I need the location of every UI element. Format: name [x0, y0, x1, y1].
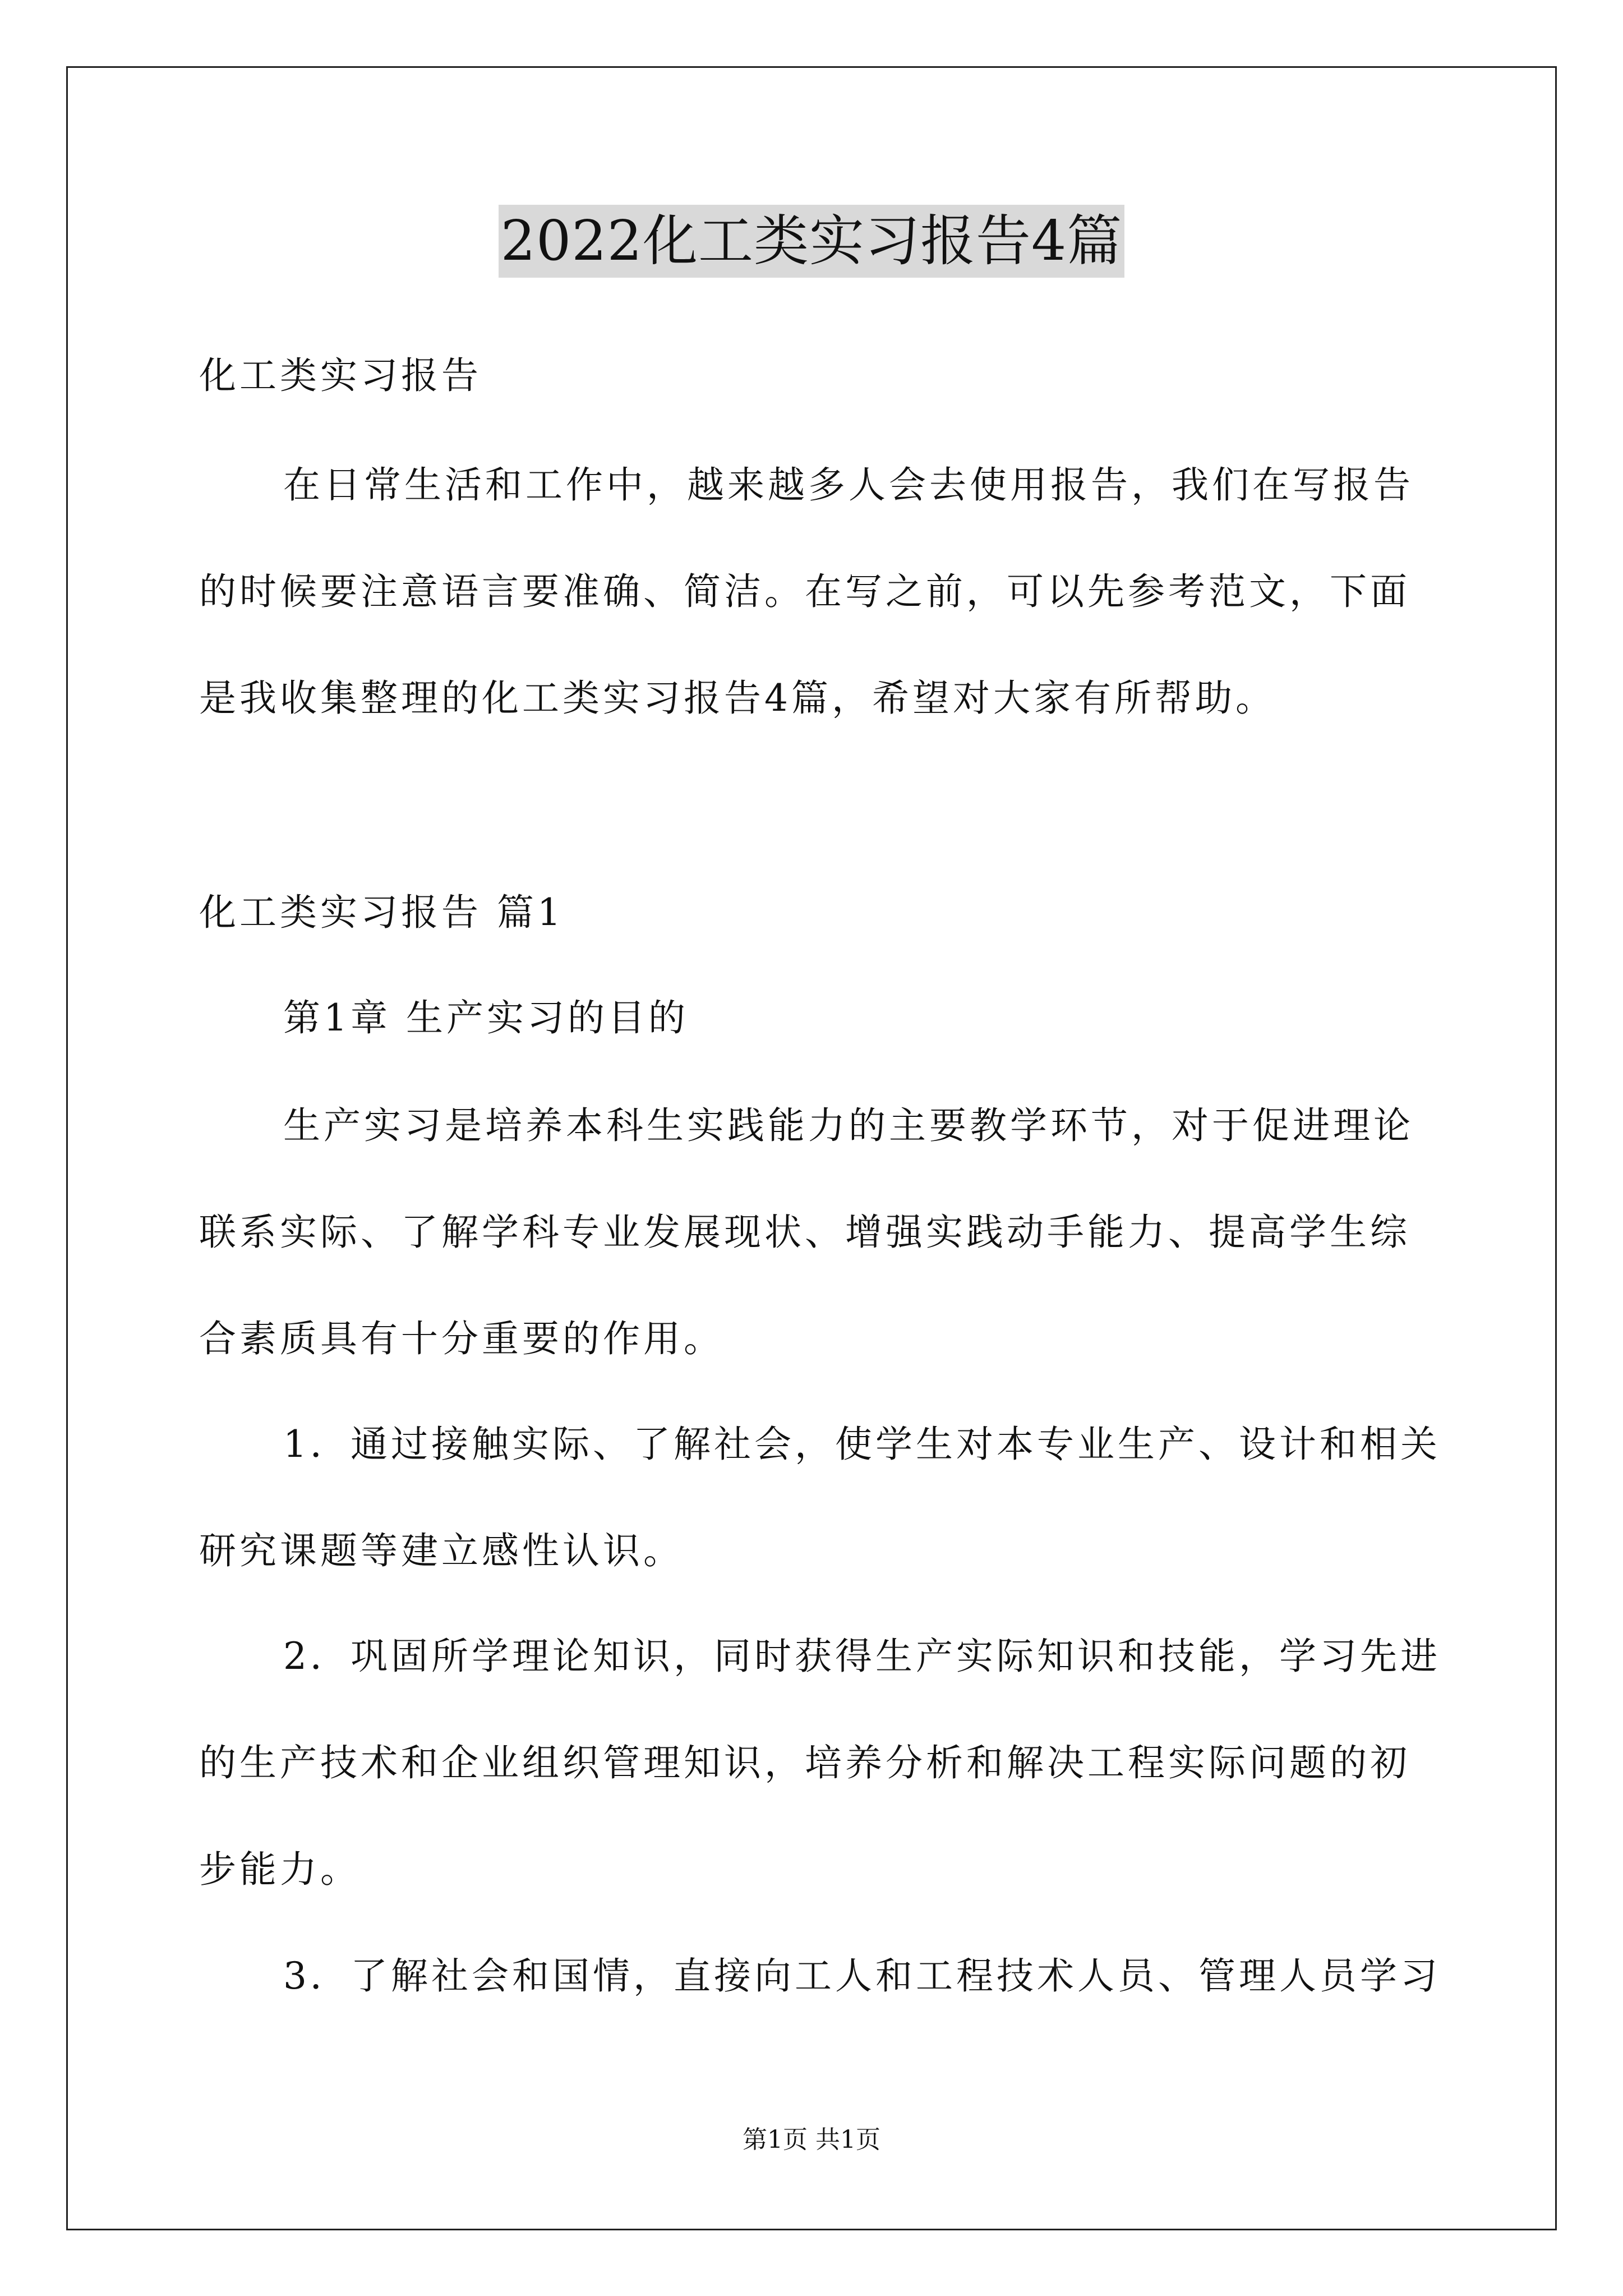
section-heading: 化工类实习报告	[199, 354, 482, 397]
paragraph-line: 的时候要注意语言要准确、简洁。在写之前，可以先参考范文，下面	[199, 570, 1410, 613]
list-item-line: 研究课题等建立感性认识。	[199, 1529, 684, 1572]
chapter-heading: 第1章 生产实习的目的	[283, 996, 689, 1039]
paragraph-line: 生产实习是培养本科生实践能力的主要教学环节，对于促进理论	[283, 1104, 1414, 1147]
list-item-line: 的生产技术和企业组织管理知识，培养分析和解决工程实际问题的初	[199, 1741, 1410, 1784]
section-heading: 化工类实习报告 篇1	[199, 891, 564, 934]
list-item-line: 步能力。	[199, 1848, 361, 1891]
paragraph-line: 联系实际、了解学科专业发展现状、增强实践动手能力、提高学生综	[199, 1211, 1410, 1254]
paragraph-line: 合素质具有十分重要的作用。	[199, 1317, 724, 1360]
list-item-line: 3．了解社会和国情，直接向工人和工程技术人员、管理人员学习	[283, 1954, 1441, 1998]
paragraph-line: 是我收集整理的化工类实习报告4篇，希望对大家有所帮助。	[199, 677, 1276, 720]
title-container	[0, 205, 1623, 278]
page-footer: 第1页 共1页	[743, 2125, 880, 2154]
list-item-line: 1．通过接触实际、了解社会，使学生对本专业生产、设计和相关	[283, 1423, 1441, 1466]
document-title: 2022化工类实习报告4篇	[499, 205, 1125, 278]
paragraph-line: 在日常生活和工作中，越来越多人会去使用报告，我们在写报告	[283, 463, 1414, 507]
list-item-line: 2．巩固所学理论知识，同时获得生产实际知识和技能，学习先进	[283, 1635, 1441, 1678]
